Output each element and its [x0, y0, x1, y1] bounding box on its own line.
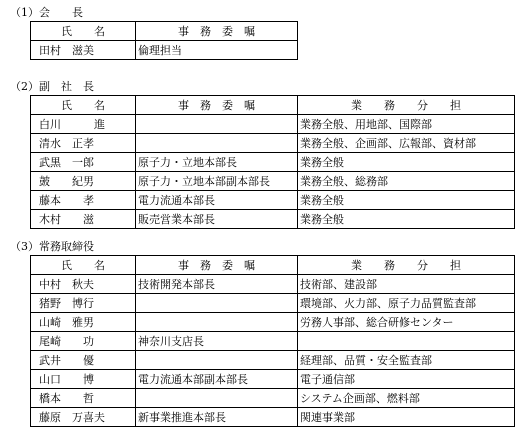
- vice-president-table: [30, 95, 515, 229]
- officer-duty: 原子力・立地本部副本部長: [136, 172, 298, 191]
- officer-duty: [136, 134, 298, 153]
- column-header-name: 氏 名: [31, 22, 136, 41]
- section-heading-chairman: （1）会 長: [10, 6, 83, 19]
- officer-responsibility: 業務全般、総務部: [298, 172, 515, 191]
- table-row: [31, 313, 515, 332]
- column-header-duty: 事 務 委 嘱: [136, 256, 298, 275]
- officer-duty: [136, 294, 298, 313]
- section-heading-vice-president: （2）副 社 長: [10, 80, 94, 93]
- column-header-duty: 事 務 委 嘱: [136, 22, 298, 41]
- header-row: [31, 96, 515, 115]
- officer-duty: [136, 115, 298, 134]
- table-row: [31, 41, 298, 60]
- officer-name: 武井 優: [31, 351, 136, 370]
- table-row: [31, 389, 515, 408]
- officer-name: 尾崎 功: [31, 332, 136, 351]
- officer-name: 木村 滋: [31, 210, 136, 229]
- officer-duty: 電力流通本部長: [136, 191, 298, 210]
- officer-responsibility: 業務全般: [298, 153, 515, 172]
- officer-name: 山口 博: [31, 370, 136, 389]
- officer-duty: 販売営業本部長: [136, 210, 298, 229]
- officer-responsibility: システム企画部、燃料部: [298, 389, 515, 408]
- column-header-responsibility: 業 務 分 担: [298, 256, 515, 275]
- officer-responsibility: 電子通信部: [298, 370, 515, 389]
- officer-duty: 電力流通本部副本部長: [136, 370, 298, 389]
- officer-responsibility: 業務全般: [298, 210, 515, 229]
- officer-duty: 新事業推進本部長: [136, 408, 298, 427]
- officer-name: 白川 進: [31, 115, 136, 134]
- officer-responsibility: 経理部、品質・安全監査部: [298, 351, 515, 370]
- column-header-name: 氏 名: [31, 256, 136, 275]
- officer-responsibility: 労務人事部、総合研修センター: [298, 313, 515, 332]
- officer-responsibility: 環境部、火力部、原子力品質監査部: [298, 294, 515, 313]
- chairman-table: [30, 21, 298, 60]
- column-header-responsibility: 業 務 分 担: [298, 96, 515, 115]
- table-row: [31, 191, 515, 210]
- officer-name: 藤原 万喜夫: [31, 408, 136, 427]
- column-header-duty: 事 務 委 嘱: [136, 96, 298, 115]
- officer-responsibility: 業務全般、企画部、広報部、資材部: [298, 134, 515, 153]
- header-row: [31, 22, 298, 41]
- table-row: [31, 351, 515, 370]
- officer-name: 藤本 孝: [31, 191, 136, 210]
- officer-duty: [136, 389, 298, 408]
- section-heading-managing-director: （3）常務取締役: [10, 240, 94, 253]
- table-row: [31, 275, 515, 294]
- officer-duty: 技術開発本部長: [136, 275, 298, 294]
- officer-responsibility: 業務全般: [298, 191, 515, 210]
- officer-responsibility: 技術部、建設部: [298, 275, 515, 294]
- officer-responsibility: 関連事業部: [298, 408, 515, 427]
- header-row: [31, 256, 515, 275]
- officer-name: 皷 紀男: [31, 172, 136, 191]
- officer-name: 中村 秋夫: [31, 275, 136, 294]
- officer-responsibility: [298, 332, 515, 351]
- table-row: [31, 294, 515, 313]
- table-row: [31, 332, 515, 351]
- table-row: [31, 153, 515, 172]
- table-row: [31, 210, 515, 229]
- officer-name: 武黒 一郎: [31, 153, 136, 172]
- table-row: [31, 370, 515, 389]
- officer-responsibility: 業務全般、用地部、国際部: [298, 115, 515, 134]
- table-row: [31, 134, 515, 153]
- managing-director-table: [30, 255, 515, 427]
- officer-name: 山崎 雅男: [31, 313, 136, 332]
- officer-duty: 神奈川支店長: [136, 332, 298, 351]
- column-header-name: 氏 名: [31, 96, 136, 115]
- officer-duty: [136, 351, 298, 370]
- officer-name: 清水 正孝: [31, 134, 136, 153]
- officer-name: 猪野 博行: [31, 294, 136, 313]
- table-row: [31, 115, 515, 134]
- officer-duty: 原子力・立地本部長: [136, 153, 298, 172]
- officer-name: 橋本 哲: [31, 389, 136, 408]
- officer-name: 田村 滋美: [31, 41, 136, 60]
- officer-duty: 倫理担当: [136, 41, 298, 60]
- officer-duty: [136, 313, 298, 332]
- table-row: [31, 172, 515, 191]
- table-row: [31, 408, 515, 427]
